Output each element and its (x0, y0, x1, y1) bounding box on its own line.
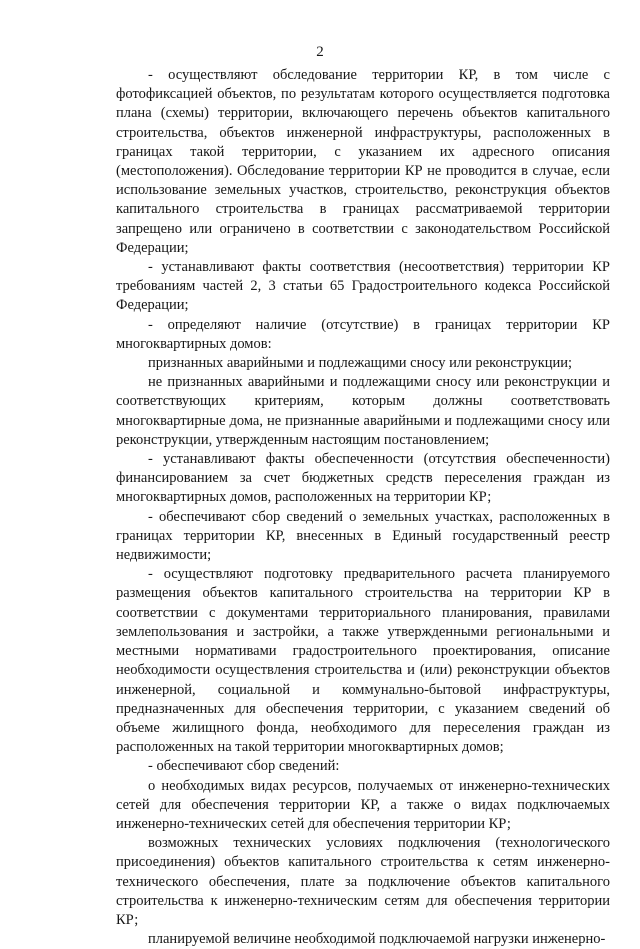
paragraph-preliminary-calculation: - осуществляют подготовку предварительного расчета планируемого размещения объектов капитального строительства на территории КР в соответствии с документами территориального планирования, правилами землепользования и застройки, а также утвержденными региональными и местными нормативами градостроительного проектирования, описание необходимости осуществления строительства и (или) реконструкции объектов инженерной, социальной и коммунально-бытовой инфраструктуры, предназначенных для обеспечения территории, с указанием сведений об объеме жилищного фонда, необходимого для переселения граждан из расположенных на такой территории многоквартирных домов; (116, 566, 610, 756)
paragraph-land-plots: - обеспечивают сбор сведений о земельных участках, расположенных в границах территории КР, внесенных в Единый государственный реестр недвижимости; (116, 508, 610, 564)
paragraph-funding: - устанавливают факты обеспеченности (отсутствия обеспеченности) финансированием за счет бюджетных средств переселения граждан из многоквартирных домов, расположенных на территории КР; (116, 451, 610, 506)
paragraph-information-collection: - обеспечивают сбор сведений: (148, 758, 340, 775)
paragraph-survey: - осуществляют обследование территории КР, в том числе с фотофиксацией объектов, по результатам которого осуществляется подготовка плана (схемы) территории, включающего перечень объектов капитального строительства, объектов инженерной инфраструктуры, расположенных в границах такой территории, с указанием их адресного описания (местоположения). Обследование территории КР не проводится в случае, если использование земельных участков, строительство, реконструкция объектов капитального строительства в границах рассматриваемой территории запрещено или ограничено в соответствии с законодательством Российской Федерации; (116, 67, 610, 256)
paragraph-resources: о необходимых видах ресурсов, получаемых от инженерно-технических сетей для обеспечения территории КР, а также о видах подключаемых инженерно-технических сетей для обеспечения территории КР; (116, 777, 610, 832)
paragraph-planned-load: планируемой величине необходимой подключаемой нагрузки инженерно- (148, 931, 606, 948)
paragraph-compliance: - устанавливают факты соответствия (несоответствия) территории КР требованиям частей 2, 3 статьи 65 Градостроительного кодекса Российской Федерации; (116, 259, 610, 314)
paragraph-technical-conditions: возможных технических условиях подключения (технологического присоединения) объектов капитального строительства к сетям инженерно-технического обеспечения, плате за подключение объектов капитального строительства к инженерно-техническим сетям для обеспечения территории КР; (116, 835, 610, 928)
document-body (116, 66, 610, 949)
page-number: 2 (316, 44, 324, 60)
paragraph-emergency-buildings: признанных аварийными и подлежащими сносу или реконструкции; (148, 355, 573, 372)
paragraph-apartment-buildings: - определяют наличие (отсутствие) в границах территории КР многоквартирных домов: (116, 316, 610, 352)
paragraph-non-emergency-buildings: не признанных аварийными и подлежащими сносу или реконструкции и соответствующих критериям, которым должны соответствовать многоквартирные дома, не признанные аварийными и подлежащими сносу или реконструкции, утвержденным настоящим постановлением; (116, 374, 610, 448)
